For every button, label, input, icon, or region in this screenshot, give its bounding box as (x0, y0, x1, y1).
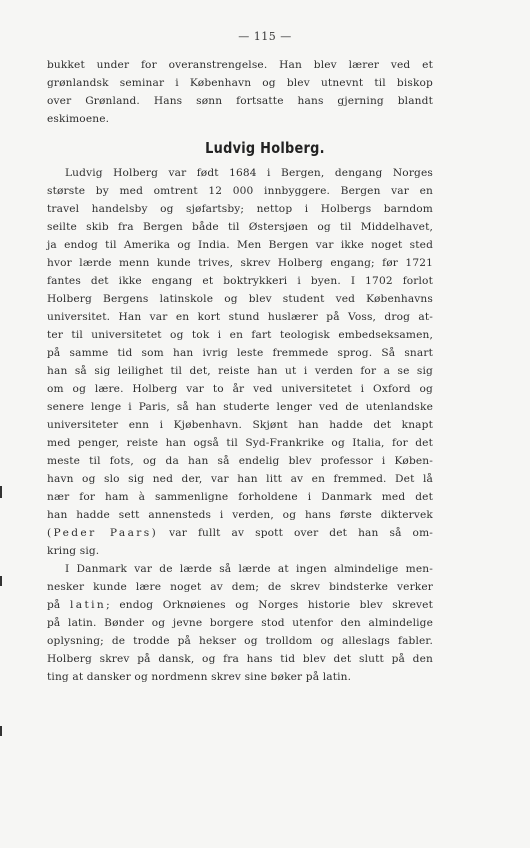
text-line: Holberg Bergens latinskole og blev student ved Københavns (47, 293, 433, 305)
text-line: senere lenge i Paris, så han studerte lenger ved de utenlandske (47, 401, 433, 413)
text-line: oplysning; de trodde på hekser og trolldom og alleslags fabler. (47, 635, 433, 647)
text-fragment: var fullt av spott over det han så om- (158, 527, 434, 539)
text-line: ter til universitetet og tok i en fart teologisk embedseksamen, (47, 329, 433, 341)
text-line: travel handelsby og sjøfartsby; nettop i Holbergs barndom (47, 203, 433, 215)
work-title-peder-paars: (Peder Paars) (47, 527, 159, 539)
scan-edge-mark (0, 726, 2, 736)
text-line: på latin. Bønder og jevne borgere stod utenfor den almindelige (47, 617, 433, 629)
text-line: universiteter enn i Kjøbenhavn. Skjønt han hadde det knapt (47, 419, 433, 431)
scan-edge-mark (0, 486, 2, 498)
text-line: han hadde sett annensteds i verden, og hans første diktervek (47, 509, 433, 521)
text-line: havn og slo sig ned der, var han litt av en fremmed. Det lå (47, 473, 433, 485)
text-line: ting at dansker og nordmenn skrev sine bøker på latin. (47, 671, 352, 683)
text-line: med penger, reiste han også til Syd-Frankrike og Italia, for det (47, 437, 433, 449)
text-line: nesker kunde lære noget av dem; de skrev bindsterke verker (47, 581, 433, 593)
text-line: over Grønland. Hans sønn fortsatte hans gjerning blandt (47, 95, 433, 107)
text-line: på samme tid som han ivrig leste fremmede sprog. Så snart (47, 347, 433, 359)
text-line: I Danmark var de lærde så lærde at ingen almindelige men- (65, 563, 433, 575)
text-line: universitet. Han var en kort stund huslærer på Voss, drog at- (47, 311, 433, 323)
text-line: meste til fots, og da han så endelig blev professor i Køben- (47, 455, 433, 467)
text-line: fantes det ikke engang et boktrykkeri i byen. I 1702 forlot (47, 275, 433, 287)
text-line: hvor lærde menn kunde trives, skrev Holberg engang; før 1721 (47, 257, 433, 269)
text-line: kring sig. (47, 545, 100, 557)
text-line: han så sig leilighet til det, reiste han ut i verden for a se sig (47, 365, 433, 377)
text-line: om og lære. Holberg var to år ved universitetet i Oxford og (47, 383, 433, 395)
emphasized-word-latin: latin (69, 599, 107, 611)
text-line (47, 597, 433, 615)
text-line: seilte skib fra Bergen både til Østersjøen og til Middelhavet, (47, 221, 433, 233)
text-line: største by med omtrent 12 000 innbyggere. Bergen var en (47, 185, 433, 197)
section-heading: Ludvig Holberg. (205, 139, 325, 157)
text-fragment: på (47, 599, 70, 611)
text-line: Holberg skrev på dansk, og fra hans tid blev det slutt på den (47, 653, 433, 665)
scan-edge-mark (0, 576, 2, 586)
text-line: ja endog til Amerika og India. Men Bergen var ikke noget sted (47, 239, 433, 251)
text-line: eskimoene. (47, 113, 110, 125)
text-line (47, 525, 433, 543)
text-line: nær for ham à sammenligne forholdene i Danmark med det (47, 491, 433, 503)
text-fragment: ; endog Orknøienes og Norges historie blev skrevet (106, 599, 433, 611)
page-number: — 115 — (238, 30, 292, 43)
text-line: grønlandsk seminar i København og blev utnevnt til biskop (47, 77, 433, 89)
text-line: Ludvig Holberg var født 1684 i Bergen, dengang Norges (65, 167, 433, 179)
text-line: bukket under for overanstrengelse. Han blev lærer ved et (47, 59, 433, 71)
